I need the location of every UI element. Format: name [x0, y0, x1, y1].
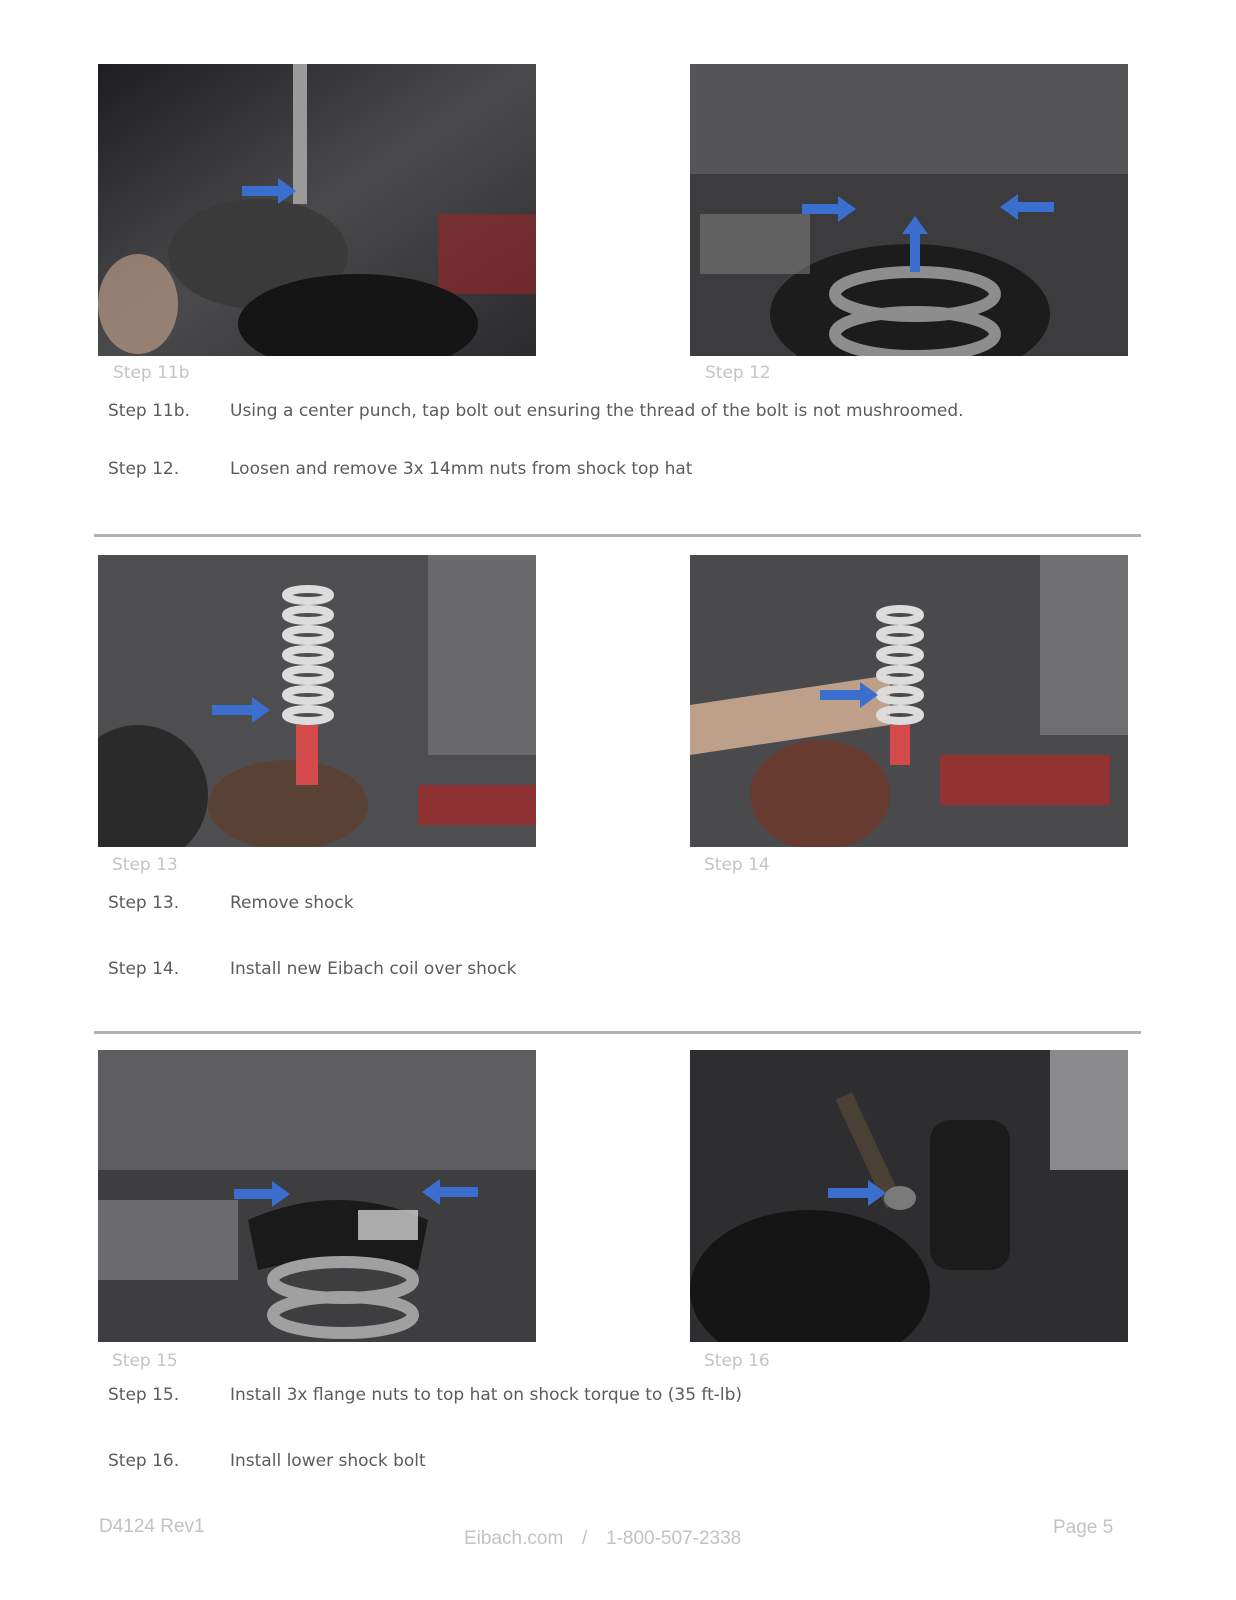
- footer-website[interactable]: Eibach.com: [464, 1528, 564, 1549]
- step-label: Step 12.: [108, 459, 180, 479]
- photo-step-13: [98, 555, 536, 847]
- section-divider: [94, 1031, 1141, 1034]
- photo-step-16: [690, 1050, 1128, 1342]
- step-label: Step 15.: [108, 1385, 180, 1405]
- step-text: Using a center punch, tap bolt out ensuring the thread of the bolt is not mushroomed.: [230, 401, 964, 421]
- step-text: Remove shock: [230, 893, 354, 913]
- footer-separator: /: [582, 1528, 588, 1549]
- footer-page-number: Page 5: [1053, 1517, 1114, 1538]
- photo-caption: Step 14: [704, 855, 770, 875]
- step-label: Step 14.: [108, 959, 180, 979]
- step-label: Step 13.: [108, 893, 180, 913]
- step-text: Install new Eibach coil over shock: [230, 959, 517, 979]
- photo-caption: Step 11b: [113, 363, 190, 383]
- photo-step-14: [690, 555, 1128, 847]
- section-divider: [94, 534, 1141, 537]
- photo-caption: Step 15: [112, 1351, 178, 1371]
- photo-step-11b: [98, 64, 536, 356]
- photo-caption: Step 13: [112, 855, 178, 875]
- photo-step-15: [98, 1050, 536, 1342]
- step-text: Loosen and remove 3x 14mm nuts from shock top hat: [230, 459, 693, 479]
- photo-caption: Step 16: [704, 1351, 770, 1371]
- step-label: Step 11b.: [108, 401, 190, 421]
- step-text: Install lower shock bolt: [230, 1451, 426, 1471]
- photo-caption: Step 12: [705, 363, 771, 383]
- photo-step-12: [690, 64, 1128, 356]
- footer-doc-id: D4124 Rev1: [99, 1516, 205, 1537]
- step-text: Install 3x flange nuts to top hat on shock torque to (35 ft-lb): [230, 1385, 743, 1405]
- footer-phone: 1-800-507-2338: [606, 1528, 742, 1549]
- step-label: Step 16.: [108, 1451, 180, 1471]
